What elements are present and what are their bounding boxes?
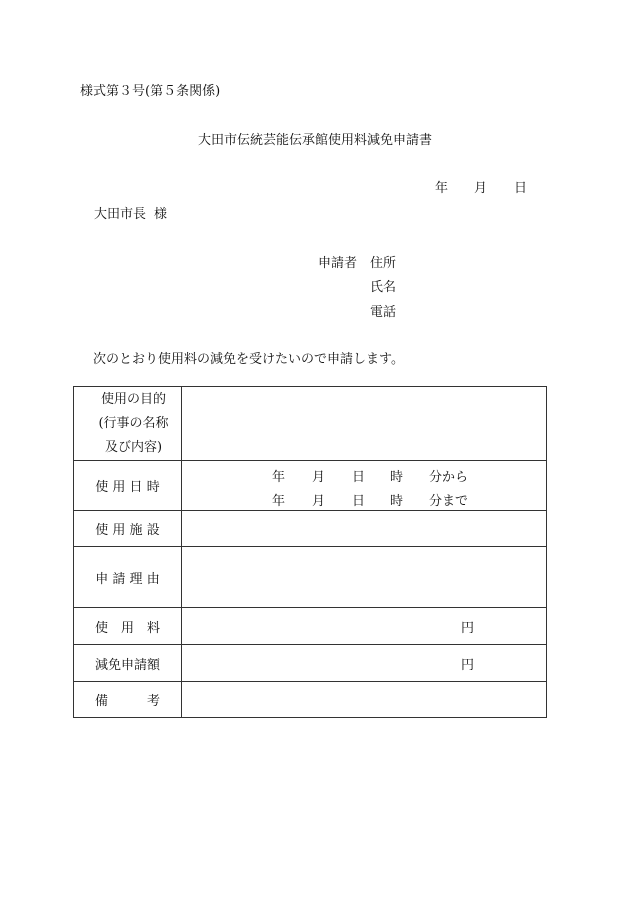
- date-month-label: 月: [474, 181, 488, 196]
- table-row-purpose: [74, 387, 547, 461]
- table-row-remarks: [74, 682, 547, 718]
- datetime-until-line: [182, 486, 546, 510]
- table-row-reason: [74, 547, 547, 608]
- table-row-facility: [74, 511, 547, 547]
- purpose-label-line-1: 使用の目的: [100, 391, 166, 407]
- addressee-name: 大田市長: [94, 207, 147, 222]
- remarks-label: 備 考: [74, 682, 182, 718]
- reduction-label: 減免申請額: [74, 645, 182, 682]
- application-table: [73, 386, 547, 718]
- from-day-unit: 日: [352, 469, 366, 485]
- remarks-value-cell[interactable]: [182, 682, 547, 718]
- until-hour-unit: 時: [390, 493, 404, 509]
- reason-label: 申 請 理 由: [74, 547, 182, 608]
- date-day-label: 日: [514, 181, 528, 196]
- reason-value-cell[interactable]: [182, 547, 547, 608]
- reduction-value-cell[interactable]: [182, 645, 547, 682]
- table-row-datetime: [74, 461, 547, 511]
- fee-label: 使 用 料: [74, 608, 182, 645]
- date-year-label: 年: [435, 181, 449, 196]
- from-hour-unit: 時: [390, 469, 404, 485]
- facility-label: 使 用 施 設: [74, 511, 182, 547]
- until-year-unit: 年: [272, 493, 286, 509]
- from-month-unit: 月: [312, 469, 326, 485]
- from-year-unit: 年: [272, 469, 286, 485]
- purpose-value-cell[interactable]: [182, 387, 547, 461]
- datetime-value-cell[interactable]: [182, 461, 547, 511]
- until-month-unit: 月: [312, 493, 326, 509]
- facility-value-cell[interactable]: [182, 511, 547, 547]
- fee-yen-unit: 円: [460, 620, 474, 636]
- applicant-label: 申請者: [318, 256, 358, 271]
- datetime-label: 使 用 日 時: [74, 461, 182, 511]
- document-title: 大田市伝統芸能伝承館使用料減免申請書: [197, 133, 432, 148]
- purpose-label-cell: [74, 387, 182, 461]
- reduction-yen-unit: 円: [460, 657, 474, 673]
- phone-label: 電話: [370, 305, 397, 320]
- table-row-reduction: [74, 645, 547, 682]
- name-label: 氏名: [370, 280, 397, 295]
- from-minute-unit: 分から: [429, 469, 469, 485]
- purpose-label-line-3: 及び内容): [104, 439, 163, 455]
- table-row-fee: [74, 608, 547, 645]
- until-minute-unit: 分まで: [429, 493, 469, 509]
- until-day-unit: 日: [352, 493, 366, 509]
- purpose-label-line-2: (行事の名称: [98, 415, 169, 431]
- form-number: 様式第３号(第５条関係): [80, 84, 221, 99]
- datetime-from-line: [182, 462, 546, 486]
- intro-text: 次のとおり使用料の減免を受けたいので申請します。: [93, 352, 404, 367]
- addressee-suffix: 様: [154, 207, 168, 222]
- address-label: 住所: [370, 256, 397, 271]
- fee-value-cell[interactable]: [182, 608, 547, 645]
